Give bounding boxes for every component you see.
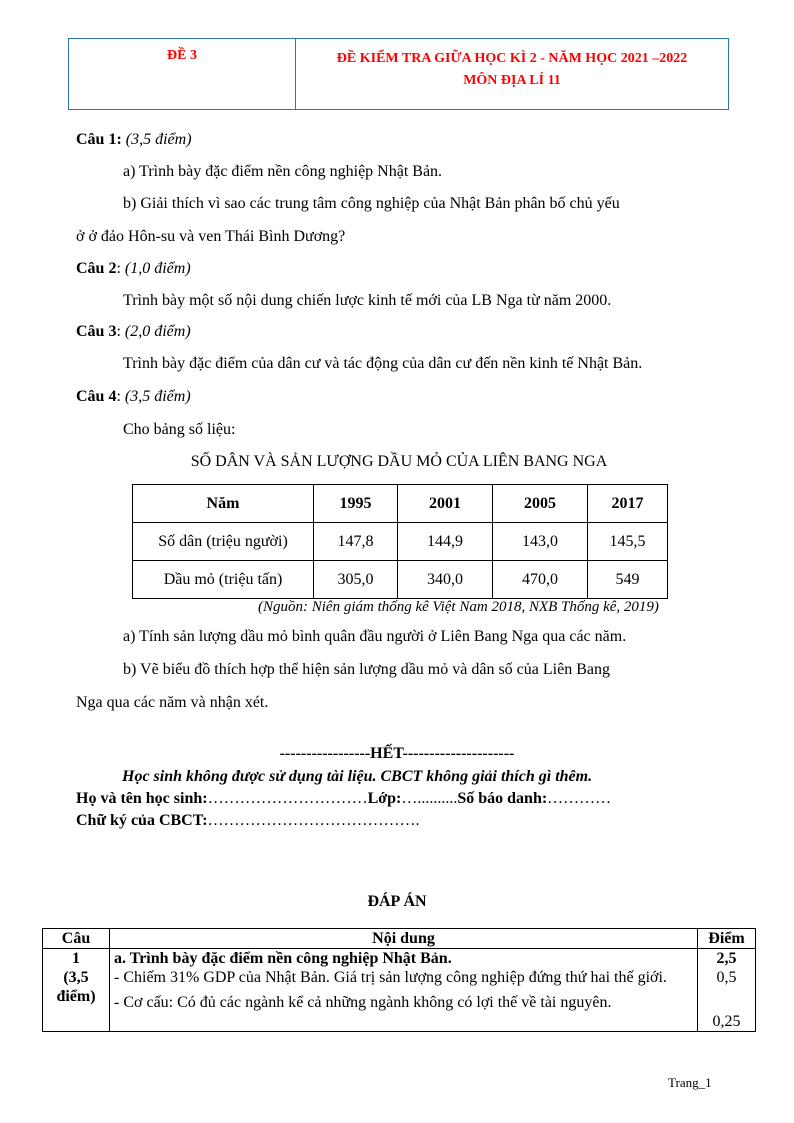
- end-marker: -----------------HẾT---------------------: [279, 745, 515, 762]
- data-source: (Nguồn: Niên giám thống kê Việt Nam 2018, NXB Thống kê, 2019): [258, 599, 659, 615]
- answer-col-diem: Điểm: [698, 929, 756, 949]
- data-table-cell: 549: [588, 561, 668, 599]
- data-table-cell: 147,8: [314, 523, 398, 561]
- end-note: Học sinh không được sử dụng tài liệu. CBCT không giải thích gì thêm.: [122, 768, 593, 785]
- exam-title-block: [296, 39, 728, 109]
- data-table-header-cell: 1995: [314, 485, 398, 523]
- q4-part-b-line2: Nga qua các năm và nhận xét.: [76, 694, 269, 711]
- answer-row: [43, 949, 756, 1032]
- answer-col-noidung: Nội dung: [110, 929, 698, 949]
- answer-heading: a. Trình bày đặc điểm nền công nghiệp Nhật Bản.: [114, 950, 452, 967]
- data-table-row: [133, 523, 668, 561]
- signature-dots: ………………………………….: [207, 812, 420, 829]
- data-table: [132, 484, 668, 599]
- q3-text: Trình bày đặc điểm của dân cư và tác động của dân cư đến nền kinh tế Nhật Bản.: [123, 355, 643, 372]
- signature-label: Chữ ký của CBCT:: [76, 812, 208, 829]
- answer-title: ĐÁP ÁN: [367, 893, 427, 910]
- q1-label: Câu 1:: [76, 131, 122, 148]
- q2-heading: Câu 2: (1,0 điểm): [76, 260, 191, 277]
- exam-subject: MÔN ĐỊA LÍ 11: [463, 73, 561, 88]
- exam-header-box: [68, 38, 729, 110]
- data-table-cell: 470,0: [493, 561, 588, 599]
- q2-points: (1,0 điểm): [124, 260, 191, 277]
- exam-code: ĐỀ 3: [69, 39, 296, 109]
- data-table-cell: 144,9: [398, 523, 493, 561]
- answer-item: - Chiếm 31% GDP của Nhật Bản. Giá trị sản lượng công nghiệp đứng thứ hai thế giới.: [114, 969, 667, 986]
- class-label: Lớp:: [367, 790, 402, 807]
- data-table-title: SỐ DÂN VÀ SẢN LƯỢNG DẦU MỎ CỦA LIÊN BANG NGA: [190, 453, 608, 470]
- data-table-cell: Dầu mỏ (triệu tấn): [133, 561, 314, 599]
- answer-content-cell: [110, 949, 698, 1032]
- data-table-header-cell: Năm: [133, 485, 314, 523]
- q4-points: (3,5 điểm): [124, 388, 191, 405]
- data-table-cell: 143,0: [493, 523, 588, 561]
- q4-heading: Câu 4: (3,5 điểm): [76, 388, 191, 405]
- page-number: Trang_1: [668, 1075, 712, 1090]
- q1-part-b-line1: b) Giải thích vì sao các trung tâm công nghiệp của Nhật Bản phân bố chủ yếu: [123, 195, 620, 212]
- exam-title: ĐỀ KIỂM TRA GIỮA HỌC KÌ 2 - NĂM HỌC 2021 –2022: [336, 51, 688, 66]
- q3-label: Câu 3: [76, 323, 117, 340]
- answer-col-cau: Câu: [43, 929, 110, 949]
- student-name-label: Họ và tên học sinh:: [76, 790, 208, 807]
- answer-table: [42, 928, 756, 1032]
- data-table-header-cell: 2017: [588, 485, 668, 523]
- signature-line: [76, 812, 420, 830]
- answer-score-cell: [698, 949, 756, 1032]
- q3-heading: Câu 3: (2,0 điểm): [76, 323, 191, 340]
- sbd-label: Số báo danh:: [457, 790, 548, 807]
- student-info-line: [76, 790, 611, 808]
- q2-label: Câu 2: [76, 260, 117, 277]
- student-name-dots: …………………………: [207, 790, 368, 807]
- q2-text: Trình bày một số nội dung chiến lược kinh tế mới của LB Nga từ năm 2000.: [123, 292, 612, 309]
- answer-cau-points-unit: điểm): [56, 988, 96, 1005]
- data-table-cell: 145,5: [588, 523, 668, 561]
- data-table-header-row: [133, 485, 668, 523]
- answer-cau-cell: [43, 949, 110, 1032]
- q4-part-b-line1: b) Vẽ biểu đồ thích hợp thể hiện sản lượng dầu mỏ và dân số của Liên Bang: [123, 661, 610, 678]
- answer-heading-score: 2,5: [716, 950, 737, 967]
- data-table-cell: 340,0: [398, 561, 493, 599]
- answer-table-header: [43, 929, 756, 949]
- q4-intro: Cho bảng số liệu:: [123, 421, 236, 438]
- q1-part-b-line2: ở ở đảo Hôn-su và ven Thái Bình Dương?: [76, 228, 346, 245]
- q3-points: (2,0 điểm): [124, 323, 191, 340]
- sbd-dots: …………: [547, 790, 612, 807]
- answer-item-score: 0,25: [712, 1013, 741, 1030]
- q4-part-a: a) Tính sản lượng dầu mỏ bình quân đầu người ở Liên Bang Nga qua các năm.: [123, 628, 627, 645]
- answer-item: - Cơ cấu: Có đủ các ngành kể cả những ngành không có lợi thế về tài nguyên.: [114, 994, 612, 1011]
- q1-points: (3,5 điểm): [125, 131, 192, 148]
- data-table-cell: 305,0: [314, 561, 398, 599]
- q1-heading: [76, 131, 192, 149]
- class-dots: …..........: [401, 790, 458, 807]
- data-table-cell: Số dân (triệu người): [133, 523, 314, 561]
- data-table-header-cell: 2005: [493, 485, 588, 523]
- answer-cau-number: 1: [72, 950, 80, 967]
- answer-item-score: 0,5: [716, 969, 737, 986]
- q4-label: Câu 4: [76, 388, 117, 405]
- data-table-row: [133, 561, 668, 599]
- data-table-header-cell: 2001: [398, 485, 493, 523]
- q1-part-a: a) Trình bày đặc điểm nền công nghiệp Nhật Bản.: [123, 163, 443, 180]
- answer-cau-points: (3,5: [63, 969, 89, 986]
